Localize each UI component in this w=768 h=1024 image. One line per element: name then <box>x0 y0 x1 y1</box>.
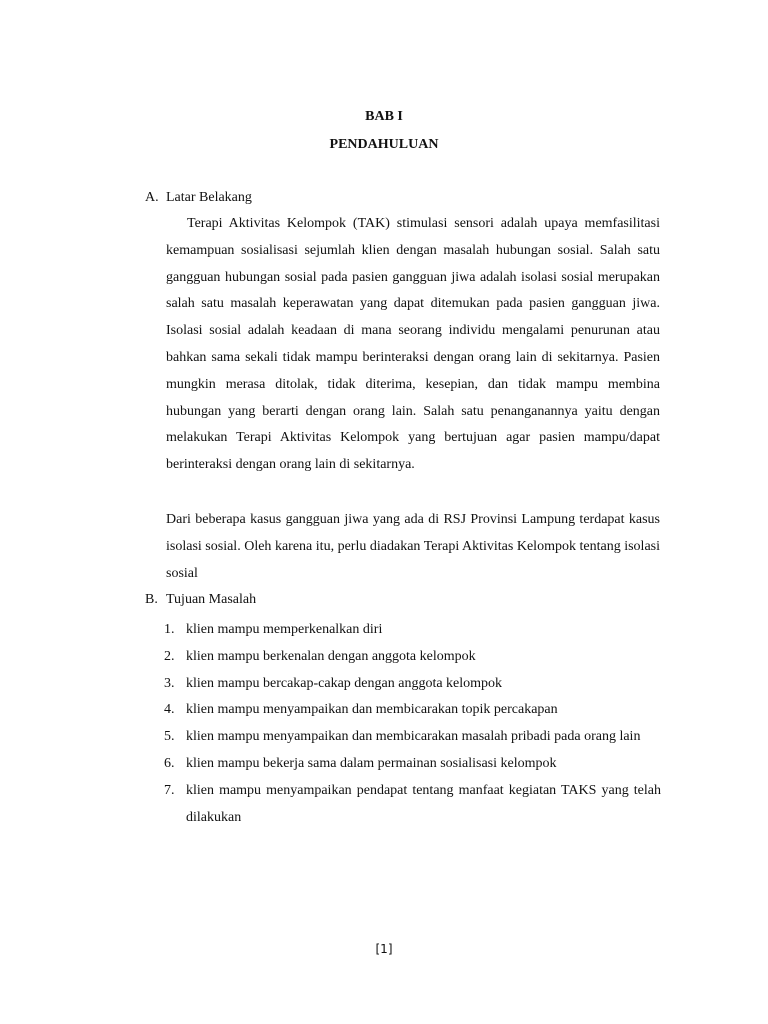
list-item-number: 2. <box>164 648 175 664</box>
section-b-letter: B. <box>145 592 158 607</box>
list-item-text: klien mampu bekerja sama dalam permainan sosialisasi kelompok <box>186 755 557 771</box>
list-item <box>0 751 768 778</box>
list-item <box>0 697 768 724</box>
section-a-heading <box>145 190 252 206</box>
list-item-number: 6. <box>164 755 175 771</box>
list-item <box>0 724 768 751</box>
list-item-text: klien mampu berkenalan dengan anggota kelompok <box>186 648 476 664</box>
list-item <box>0 644 768 671</box>
objectives-list <box>0 617 768 831</box>
section-b-heading <box>145 592 256 608</box>
section-b-title: Tujuan Masalah <box>166 592 257 607</box>
background-paragraph-2: Dari beberapa kasus gangguan jiwa yang ada di RSJ Provinsi Lampung terdapat kasus isolasi sosial. Oleh karena itu, perlu diadakan Terapi Aktivitas Kelompok tentang isolasi sosial <box>166 512 660 581</box>
list-item-text: klien mampu menyampaikan pendapat tentang manfaat kegiatan TAKS yang telah dilakukan <box>186 782 661 825</box>
list-item-text: klien mampu memperkenalkan diri <box>186 622 383 637</box>
list-item-number: 7. <box>164 782 175 798</box>
list-item <box>0 617 768 644</box>
list-item-number: 1. <box>164 622 175 637</box>
list-item-number: 4. <box>164 702 175 718</box>
section-a-letter: A. <box>145 190 159 205</box>
list-item-number: 3. <box>164 675 175 691</box>
chapter-number: BAB I <box>365 109 403 124</box>
list-item <box>0 671 768 698</box>
list-item-text: klien mampu menyampaikan dan membicarakan masalah pribadi pada orang lain <box>186 729 641 745</box>
background-paragraph-1: Terapi Aktivitas Kelompok (TAK) stimulasi sensori adalah upaya memfasilitasi kemampuan sosialisasi sejumlah klien dengan masalah hubungan sosial. Salah satu gangguan hubungan sosial pada pasien gangguan jiwa adalah isolasi sosial merupakan salah satu masalah keperawatan yang dapat ditemukan pada pasien gangguan jiwa. Isolasi sosial adalah keadaan di mana seorang individu mengalami penurunan atau bahkan sama sekali tidak mampu berinteraksi dengan orang lain di sekitarnya. Pasien mungkin merasa ditolak, tidak diterima, kesepian, dan tidak mampu membina hubungan yang berarti dengan orang lain. Salah satu penanganannya yaitu dengan melakukan Terapi Aktivitas Kelompok yang bertujuan agar pasien mampu/dapat berinteraksi dengan orang lain di sekitarnya. <box>166 216 660 473</box>
section-a-title: Latar Belakang <box>166 190 252 205</box>
page-number: [1] <box>375 942 393 956</box>
list-item <box>0 778 768 832</box>
list-item-text: klien mampu bercakap-cakap dengan anggota kelompok <box>186 675 503 691</box>
list-item-text: klien mampu menyampaikan dan membicarakan topik percakapan <box>186 702 558 718</box>
chapter-title: PENDAHULUAN <box>329 137 439 152</box>
list-item-number: 5. <box>164 729 175 745</box>
